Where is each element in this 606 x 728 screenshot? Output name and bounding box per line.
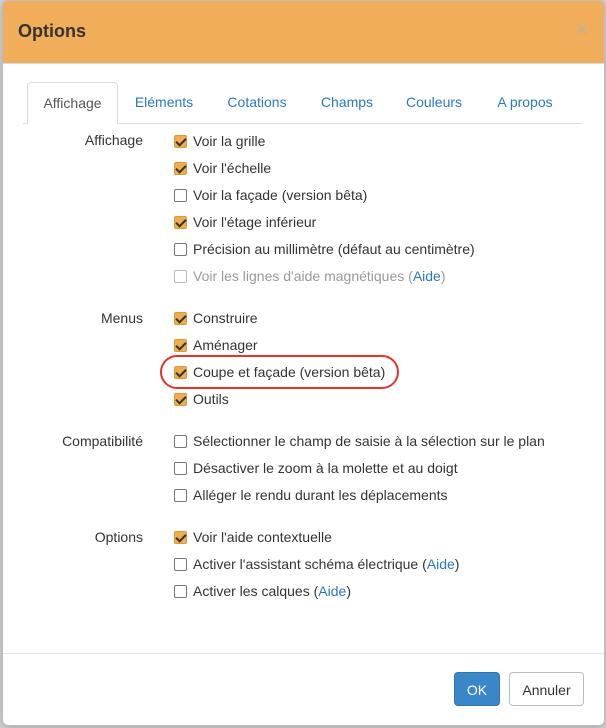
- option-label-suffix: ): [454, 556, 460, 572]
- ok-button[interactable]: OK: [454, 672, 500, 706]
- checkbox[interactable]: [174, 339, 187, 352]
- section-label-affichage: Affichage: [84, 132, 143, 148]
- dialog-header: [3, 1, 604, 64]
- option-alleger-rendu[interactable]: [174, 485, 448, 505]
- cancel-button[interactable]: Annuler: [509, 672, 584, 706]
- option-label: Alléger le rendu durant les déplacements: [193, 487, 448, 503]
- section-label-menus: Menus: [100, 310, 143, 326]
- option-desactiver-zoom[interactable]: [174, 458, 458, 478]
- option-amenager[interactable]: [174, 335, 258, 355]
- section-label-options: Options: [94, 529, 143, 545]
- checkbox[interactable]: [174, 312, 187, 325]
- checkbox[interactable]: [174, 216, 187, 229]
- option-label: Activer l'assistant schéma électrique (: [193, 556, 427, 572]
- help-link[interactable]: Aide: [318, 583, 347, 599]
- option-label: Voir la grille: [193, 133, 266, 149]
- help-link[interactable]: Aide: [426, 556, 455, 572]
- option-outils[interactable]: [174, 389, 229, 409]
- options-dialog: [2, 0, 605, 726]
- checkbox[interactable]: [174, 531, 187, 544]
- option-label-suffix: ): [440, 268, 446, 284]
- option-label: Aménager: [193, 337, 258, 353]
- option-label: Voir l'aide contextuelle: [193, 529, 332, 545]
- option-label: Construire: [193, 310, 258, 326]
- option-voir-facade[interactable]: [174, 185, 367, 205]
- tab-elements[interactable]: Eléments: [134, 94, 194, 110]
- option-label: Précision au millimètre (défaut au centimètre): [193, 241, 475, 257]
- dialog-title: Options: [18, 21, 86, 41]
- checkbox[interactable]: [174, 558, 187, 571]
- option-voir-etage-inferieur[interactable]: [174, 212, 316, 232]
- tab-champs[interactable]: Champs: [320, 94, 374, 110]
- option-activer-calques[interactable]: [174, 581, 351, 601]
- checkbox[interactable]: [174, 243, 187, 256]
- option-label-suffix: ): [346, 583, 351, 599]
- help-link[interactable]: Aide: [412, 268, 441, 284]
- option-voir-echelle[interactable]: [174, 158, 271, 178]
- tab-cotations[interactable]: Cotations: [227, 94, 287, 110]
- option-label: Sélectionner le champ de saisie à la sélection sur le plan: [193, 433, 545, 449]
- tab-couleurs[interactable]: Couleurs: [405, 94, 463, 110]
- checkbox[interactable]: [174, 435, 187, 448]
- option-label: Voir l'échelle: [193, 160, 272, 176]
- option-construire[interactable]: [174, 308, 258, 328]
- option-label: Voir l'étage inférieur: [193, 214, 317, 230]
- option-label: Désactiver le zoom à la molette et au doigt: [193, 460, 458, 476]
- option-selectionner-champ[interactable]: [174, 431, 545, 451]
- option-label: Voir les lignes d'aide magnétiques (: [193, 268, 413, 284]
- option-lignes-aide-magnetiques: [174, 266, 446, 286]
- close-icon[interactable]: ×: [576, 19, 588, 41]
- checkbox[interactable]: [174, 189, 187, 202]
- option-label: Voir la façade (version bêta): [193, 187, 368, 203]
- tab-affichage[interactable]: Affichage: [27, 82, 118, 125]
- checkbox[interactable]: [174, 462, 187, 475]
- checkbox[interactable]: [174, 366, 187, 379]
- option-label: Activer les calques (: [193, 583, 319, 599]
- option-voir-grille[interactable]: [174, 131, 265, 151]
- tab-bar: [23, 82, 582, 124]
- dialog-footer: [3, 653, 604, 726]
- option-assistant-electrique[interactable]: [174, 554, 459, 574]
- option-aide-contextuelle[interactable]: [174, 527, 332, 547]
- option-label: Coupe et façade (version bêta): [193, 364, 386, 380]
- option-precision-millimetre[interactable]: [174, 239, 475, 259]
- checkbox[interactable]: [174, 393, 187, 406]
- section-label-compatibilite: Compatibilité: [62, 433, 143, 449]
- checkbox[interactable]: [174, 489, 187, 502]
- option-coupe-facade[interactable]: [174, 362, 385, 382]
- checkbox: [174, 270, 187, 283]
- option-label: Outils: [193, 391, 229, 407]
- tab-a-propos[interactable]: A propos: [497, 94, 553, 110]
- checkbox[interactable]: [174, 135, 187, 148]
- checkbox[interactable]: [174, 162, 187, 175]
- checkbox[interactable]: [174, 585, 187, 598]
